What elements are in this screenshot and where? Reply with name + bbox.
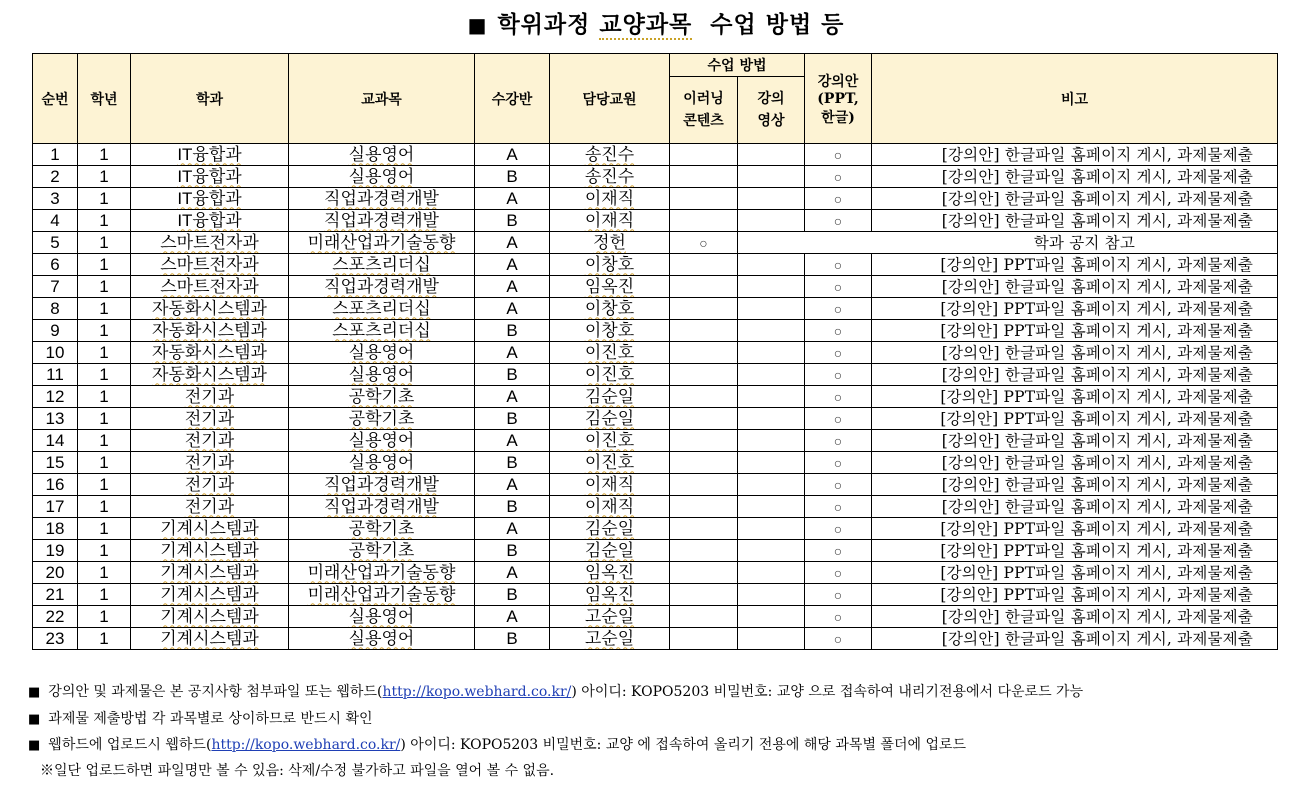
row-elearning-cell [670,342,738,364]
row-section-cell: A [475,518,550,540]
row-grade-cell: 1 [78,298,131,320]
row-video-cell [738,188,805,210]
row-dept-cell: IT융합과 [131,166,289,188]
table-row [33,232,1278,254]
row-video-cell [738,144,805,166]
row-elearning-cell [670,496,738,518]
row-video-cell [738,342,805,364]
row-section-cell: A [475,254,550,276]
row-section-cell: B [475,584,550,606]
row-dept-cell: 자동화시스템과 [131,342,289,364]
note-1-text-pre: 강의안 및 과제물은 본 공지사항 첨부파일 또는 웹하드( [48,684,383,700]
header-subject: 교과목 [289,54,475,144]
row-elearning-cell [670,628,738,650]
row-remark-cell: [강의안] 한글파일 홈페이지 게시, 과제물제출 [872,144,1278,166]
row-subject-cell: 직업과경력개발 [289,210,475,232]
course-method-table [32,53,1278,650]
title-part-3: 수업 방법 등 [710,11,845,38]
row-plan-cell: ○ [805,430,872,452]
row-grade-cell: 1 [78,562,131,584]
row-remark-cell: [강의안] 한글파일 홈페이지 게시, 과제물제출 [872,364,1278,386]
row-elearning-cell [670,364,738,386]
row-plan-cell: ○ [805,342,872,364]
row-elearning-cell [670,298,738,320]
table-row [33,342,1278,364]
row-remark-cell: [강의안] PPT파일 홈페이지 게시, 과제물제출 [872,562,1278,584]
row-subject-cell: 실용영어 [289,364,475,386]
row-video-cell [738,606,805,628]
row-dept-cell: 스마트전자과 [131,276,289,298]
row-dept-cell: 전기과 [131,386,289,408]
row-section-cell: A [475,430,550,452]
row-remark-cell: [강의안] 한글파일 홈페이지 게시, 과제물제출 [872,188,1278,210]
row-grade-cell: 1 [78,474,131,496]
row-professor-cell: 송진수 [550,144,670,166]
row-remark-cell: [강의안] PPT파일 홈페이지 게시, 과제물제출 [872,386,1278,408]
row-no-cell: 22 [33,606,78,628]
row-dept-cell: 전기과 [131,430,289,452]
row-video-cell [738,584,805,606]
row-no-cell: 14 [33,430,78,452]
row-grade-cell: 1 [78,232,131,254]
row-section-cell: B [475,496,550,518]
row-subject-cell: 실용영어 [289,342,475,364]
header-dept: 학과 [131,54,289,144]
row-professor-cell: 이재직 [550,496,670,518]
row-professor-cell: 고순일 [550,628,670,650]
row-no-cell: 13 [33,408,78,430]
row-grade-cell: 1 [78,606,131,628]
row-subject-cell: 스포츠리더십 [289,320,475,342]
row-elearning-cell: ○ [670,232,738,254]
table-row [33,144,1278,166]
row-remark-cell: [강의안] 한글파일 홈페이지 게시, 과제물제출 [872,474,1278,496]
row-professor-cell: 이진호 [550,364,670,386]
row-video-cell [738,276,805,298]
row-dept-cell: 전기과 [131,408,289,430]
row-professor-cell: 임옥진 [550,276,670,298]
row-dept-cell: 기계시스템과 [131,584,289,606]
row-no-cell: 1 [33,144,78,166]
row-section-cell: B [475,364,550,386]
row-plan-cell: ○ [805,298,872,320]
row-remark-cell: [강의안] 한글파일 홈페이지 게시, 과제물제출 [872,430,1278,452]
note-4: ※일단 업로드하면 파일명만 볼 수 있음: 삭제/수정 불가하고 파일을 열어 볼 수 없음. [40,763,555,779]
header-elearning: 이러닝 콘텐츠 [670,77,738,144]
header-no: 순번 [33,54,78,144]
row-no-cell: 8 [33,298,78,320]
note-3-text-pre: 웹하드에 업로드시 웹하드( [48,737,212,753]
row-plan-cell: ○ [805,320,872,342]
row-dept-cell: 자동화시스템과 [131,364,289,386]
row-subject-cell: 미래산업과기술동향 [289,562,475,584]
row-plan-cell: ○ [805,606,872,628]
row-remark-cell: [강의안] 한글파일 홈페이지 게시, 과제물제출 [872,166,1278,188]
row-remark-cell: [강의안] PPT파일 홈페이지 게시, 과제물제출 [872,320,1278,342]
row-subject-cell: 스포츠리더십 [289,254,475,276]
row-plan-cell: ○ [805,276,872,298]
row-grade-cell: 1 [78,188,131,210]
row-elearning-cell [670,276,738,298]
row-grade-cell: 1 [78,584,131,606]
table-row [33,408,1278,430]
note-3 [28,734,966,754]
note-2 [28,708,373,728]
row-elearning-cell [670,584,738,606]
note-2-text: 과제물 제출방법 각 과목별로 상이하므로 반드시 확인 [48,711,373,727]
row-remark-cell: [강의안] PPT파일 홈페이지 게시, 과제물제출 [872,584,1278,606]
row-elearning-cell [670,452,738,474]
row-remark-cell: 학과 공지 참고 [738,232,1278,254]
table-row [33,452,1278,474]
row-professor-cell: 임옥진 [550,584,670,606]
webhard-link-2[interactable]: http://kopo.webhard.co.kr/ [211,737,401,753]
row-no-cell: 18 [33,518,78,540]
title-part-1: 학위과정 [497,11,591,38]
row-subject-cell: 직업과경력개발 [289,496,475,518]
row-no-cell: 9 [33,320,78,342]
table-row [33,606,1278,628]
row-professor-cell: 고순일 [550,606,670,628]
row-elearning-cell [670,408,738,430]
square-bullet-icon: ■ [28,685,41,700]
row-remark-cell: [강의안] 한글파일 홈페이지 게시, 과제물제출 [872,342,1278,364]
note-1 [28,681,1083,701]
row-subject-cell: 직업과경력개발 [289,276,475,298]
table-row [33,562,1278,584]
row-plan-cell: ○ [805,474,872,496]
note-3-text-post: ) 아이디: KOPO5203 비밀번호: 교양 에 접속하여 올리기 전용에 해당 과목별 폴더에 업로드 [400,737,967,753]
row-section-cell: A [475,562,550,584]
row-section-cell: B [475,628,550,650]
row-subject-cell: 공학기초 [289,408,475,430]
row-remark-cell: [강의안] 한글파일 홈페이지 게시, 과제물제출 [872,276,1278,298]
header-section: 수강반 [475,54,550,144]
row-subject-cell: 공학기초 [289,518,475,540]
row-plan-cell: ○ [805,408,872,430]
row-no-cell: 11 [33,364,78,386]
row-no-cell: 17 [33,496,78,518]
row-subject-cell: 직업과경력개발 [289,188,475,210]
row-section-cell: B [475,166,550,188]
row-dept-cell: 기계시스템과 [131,518,289,540]
row-section-cell: A [475,188,550,210]
row-subject-cell: 실용영어 [289,430,475,452]
header-lecture-video: 강의 영상 [738,77,805,144]
row-subject-cell: 실용영어 [289,628,475,650]
row-professor-cell: 김순일 [550,386,670,408]
note-1-text-post: ) 아이디: KOPO5203 비밀번호: 교양 으로 접속하여 내리기전용에서 다운로드 가능 [571,684,1084,700]
row-no-cell: 10 [33,342,78,364]
row-plan-cell: ○ [805,584,872,606]
row-video-cell [738,298,805,320]
row-dept-cell: IT융합과 [131,188,289,210]
page-title [0,6,1312,39]
row-plan-cell: ○ [805,166,872,188]
row-professor-cell: 이진호 [550,342,670,364]
row-no-cell: 4 [33,210,78,232]
row-section-cell: A [475,276,550,298]
table-row [33,210,1278,232]
row-subject-cell: 직업과경력개발 [289,474,475,496]
row-dept-cell: 전기과 [131,496,289,518]
row-subject-cell: 공학기초 [289,540,475,562]
header-method-group: 수업 방법 [670,54,805,77]
row-video-cell [738,496,805,518]
table-row [33,364,1278,386]
row-section-cell: A [475,232,550,254]
row-grade-cell: 1 [78,430,131,452]
header-remark: 비고 [872,54,1278,144]
row-elearning-cell [670,144,738,166]
row-dept-cell: 기계시스템과 [131,562,289,584]
row-professor-cell: 이재직 [550,188,670,210]
row-video-cell [738,364,805,386]
row-remark-cell: [강의안] PPT파일 홈페이지 게시, 과제물제출 [872,254,1278,276]
row-video-cell [738,540,805,562]
row-grade-cell: 1 [78,540,131,562]
row-grade-cell: 1 [78,628,131,650]
row-elearning-cell [670,474,738,496]
row-plan-cell: ○ [805,496,872,518]
row-plan-cell: ○ [805,518,872,540]
table-row [33,386,1278,408]
row-remark-cell: [강의안] 한글파일 홈페이지 게시, 과제물제출 [872,452,1278,474]
row-grade-cell: 1 [78,386,131,408]
row-elearning-cell [670,210,738,232]
row-grade-cell: 1 [78,254,131,276]
row-plan-cell: ○ [805,540,872,562]
row-professor-cell: 이창호 [550,298,670,320]
row-professor-cell: 김순일 [550,408,670,430]
header-grade: 학년 [78,54,131,144]
header-professor: 담당교원 [550,54,670,144]
row-video-cell [738,562,805,584]
row-remark-cell: [강의안] PPT파일 홈페이지 게시, 과제물제출 [872,540,1278,562]
row-elearning-cell [670,166,738,188]
row-professor-cell: 이재직 [550,210,670,232]
row-section-cell: A [475,298,550,320]
table-row [33,628,1278,650]
row-video-cell [738,474,805,496]
table-row [33,474,1278,496]
row-dept-cell: 기계시스템과 [131,628,289,650]
row-section-cell: A [475,342,550,364]
row-section-cell: B [475,540,550,562]
row-grade-cell: 1 [78,452,131,474]
row-section-cell: B [475,320,550,342]
row-grade-cell: 1 [78,144,131,166]
row-elearning-cell [670,386,738,408]
row-grade-cell: 1 [78,166,131,188]
row-elearning-cell [670,540,738,562]
row-professor-cell: 김순일 [550,540,670,562]
row-video-cell [738,628,805,650]
row-plan-cell: ○ [805,452,872,474]
row-elearning-cell [670,254,738,276]
table-row [33,188,1278,210]
row-dept-cell: 전기과 [131,452,289,474]
row-professor-cell: 이재직 [550,474,670,496]
row-plan-cell: ○ [805,254,872,276]
row-professor-cell: 정헌 [550,232,670,254]
row-no-cell: 6 [33,254,78,276]
row-dept-cell: 기계시스템과 [131,540,289,562]
row-professor-cell: 임옥진 [550,562,670,584]
row-video-cell [738,320,805,342]
row-no-cell: 5 [33,232,78,254]
row-grade-cell: 1 [78,210,131,232]
row-subject-cell: 미래산업과기술동향 [289,584,475,606]
row-video-cell [738,452,805,474]
square-bullet-icon: ■ [467,13,488,37]
table-row [33,540,1278,562]
row-plan-cell: ○ [805,188,872,210]
row-plan-cell: ○ [805,364,872,386]
row-remark-cell: [강의안] 한글파일 홈페이지 게시, 과제물제출 [872,496,1278,518]
row-professor-cell: 이창호 [550,320,670,342]
table-row [33,584,1278,606]
row-professor-cell: 이진호 [550,430,670,452]
row-plan-cell: ○ [805,210,872,232]
row-plan-cell: ○ [805,562,872,584]
row-remark-cell: [강의안] 한글파일 홈페이지 게시, 과제물제출 [872,628,1278,650]
row-video-cell [738,430,805,452]
webhard-link-1[interactable]: http://kopo.webhard.co.kr/ [382,684,572,700]
row-no-cell: 2 [33,166,78,188]
square-bullet-icon: ■ [28,738,41,753]
row-subject-cell: 미래산업과기술동향 [289,232,475,254]
row-professor-cell: 이창호 [550,254,670,276]
row-professor-cell: 김순일 [550,518,670,540]
row-remark-cell: [강의안] 한글파일 홈페이지 게시, 과제물제출 [872,210,1278,232]
row-elearning-cell [670,562,738,584]
row-no-cell: 21 [33,584,78,606]
square-bullet-icon: ■ [28,712,41,727]
row-elearning-cell [670,606,738,628]
row-grade-cell: 1 [78,364,131,386]
row-remark-cell: [강의안] PPT파일 홈페이지 게시, 과제물제출 [872,408,1278,430]
row-subject-cell: 공학기초 [289,386,475,408]
row-subject-cell: 실용영어 [289,166,475,188]
row-no-cell: 12 [33,386,78,408]
table-row [33,254,1278,276]
row-remark-cell: [강의안] PPT파일 홈페이지 게시, 과제물제출 [872,518,1278,540]
row-video-cell [738,386,805,408]
row-elearning-cell [670,518,738,540]
row-grade-cell: 1 [78,408,131,430]
table-row [33,496,1278,518]
title-part-2: 교양과목 [599,11,693,38]
row-grade-cell: 1 [78,276,131,298]
row-remark-cell: [강의안] 한글파일 홈페이지 게시, 과제물제출 [872,606,1278,628]
row-section-cell: A [475,474,550,496]
row-video-cell [738,408,805,430]
row-no-cell: 23 [33,628,78,650]
row-no-cell: 16 [33,474,78,496]
row-no-cell: 7 [33,276,78,298]
row-video-cell [738,518,805,540]
row-no-cell: 3 [33,188,78,210]
row-dept-cell: 자동화시스템과 [131,320,289,342]
row-subject-cell: 실용영어 [289,606,475,628]
row-video-cell [738,210,805,232]
row-no-cell: 15 [33,452,78,474]
row-section-cell: A [475,386,550,408]
row-elearning-cell [670,188,738,210]
table-row [33,166,1278,188]
row-dept-cell: 스마트전자과 [131,232,289,254]
row-no-cell: 19 [33,540,78,562]
row-dept-cell: IT융합과 [131,144,289,166]
table-row [33,430,1278,452]
row-subject-cell: 실용영어 [289,452,475,474]
row-plan-cell: ○ [805,628,872,650]
row-no-cell: 20 [33,562,78,584]
table-row [33,518,1278,540]
row-section-cell: A [475,606,550,628]
header-lecture-plan: 강의안 (PPT, 한글) [805,54,872,144]
row-grade-cell: 1 [78,320,131,342]
table-body [33,144,1278,650]
row-professor-cell: 송진수 [550,166,670,188]
row-grade-cell: 1 [78,496,131,518]
table-row [33,320,1278,342]
row-section-cell: A [475,144,550,166]
row-dept-cell: IT융합과 [131,210,289,232]
row-dept-cell: 스마트전자과 [131,254,289,276]
row-plan-cell: ○ [805,144,872,166]
row-remark-cell: [강의안] PPT파일 홈페이지 게시, 과제물제출 [872,298,1278,320]
table-row [33,276,1278,298]
table-row [33,298,1278,320]
row-dept-cell: 전기과 [131,474,289,496]
row-section-cell: B [475,210,550,232]
row-elearning-cell [670,320,738,342]
row-grade-cell: 1 [78,342,131,364]
row-grade-cell: 1 [78,518,131,540]
row-section-cell: B [475,408,550,430]
row-dept-cell: 기계시스템과 [131,606,289,628]
row-video-cell [738,166,805,188]
row-subject-cell: 실용영어 [289,144,475,166]
row-dept-cell: 자동화시스템과 [131,298,289,320]
row-subject-cell: 스포츠리더십 [289,298,475,320]
row-plan-cell: ○ [805,386,872,408]
row-elearning-cell [670,430,738,452]
row-video-cell [738,254,805,276]
row-professor-cell: 이진호 [550,452,670,474]
row-section-cell: B [475,452,550,474]
